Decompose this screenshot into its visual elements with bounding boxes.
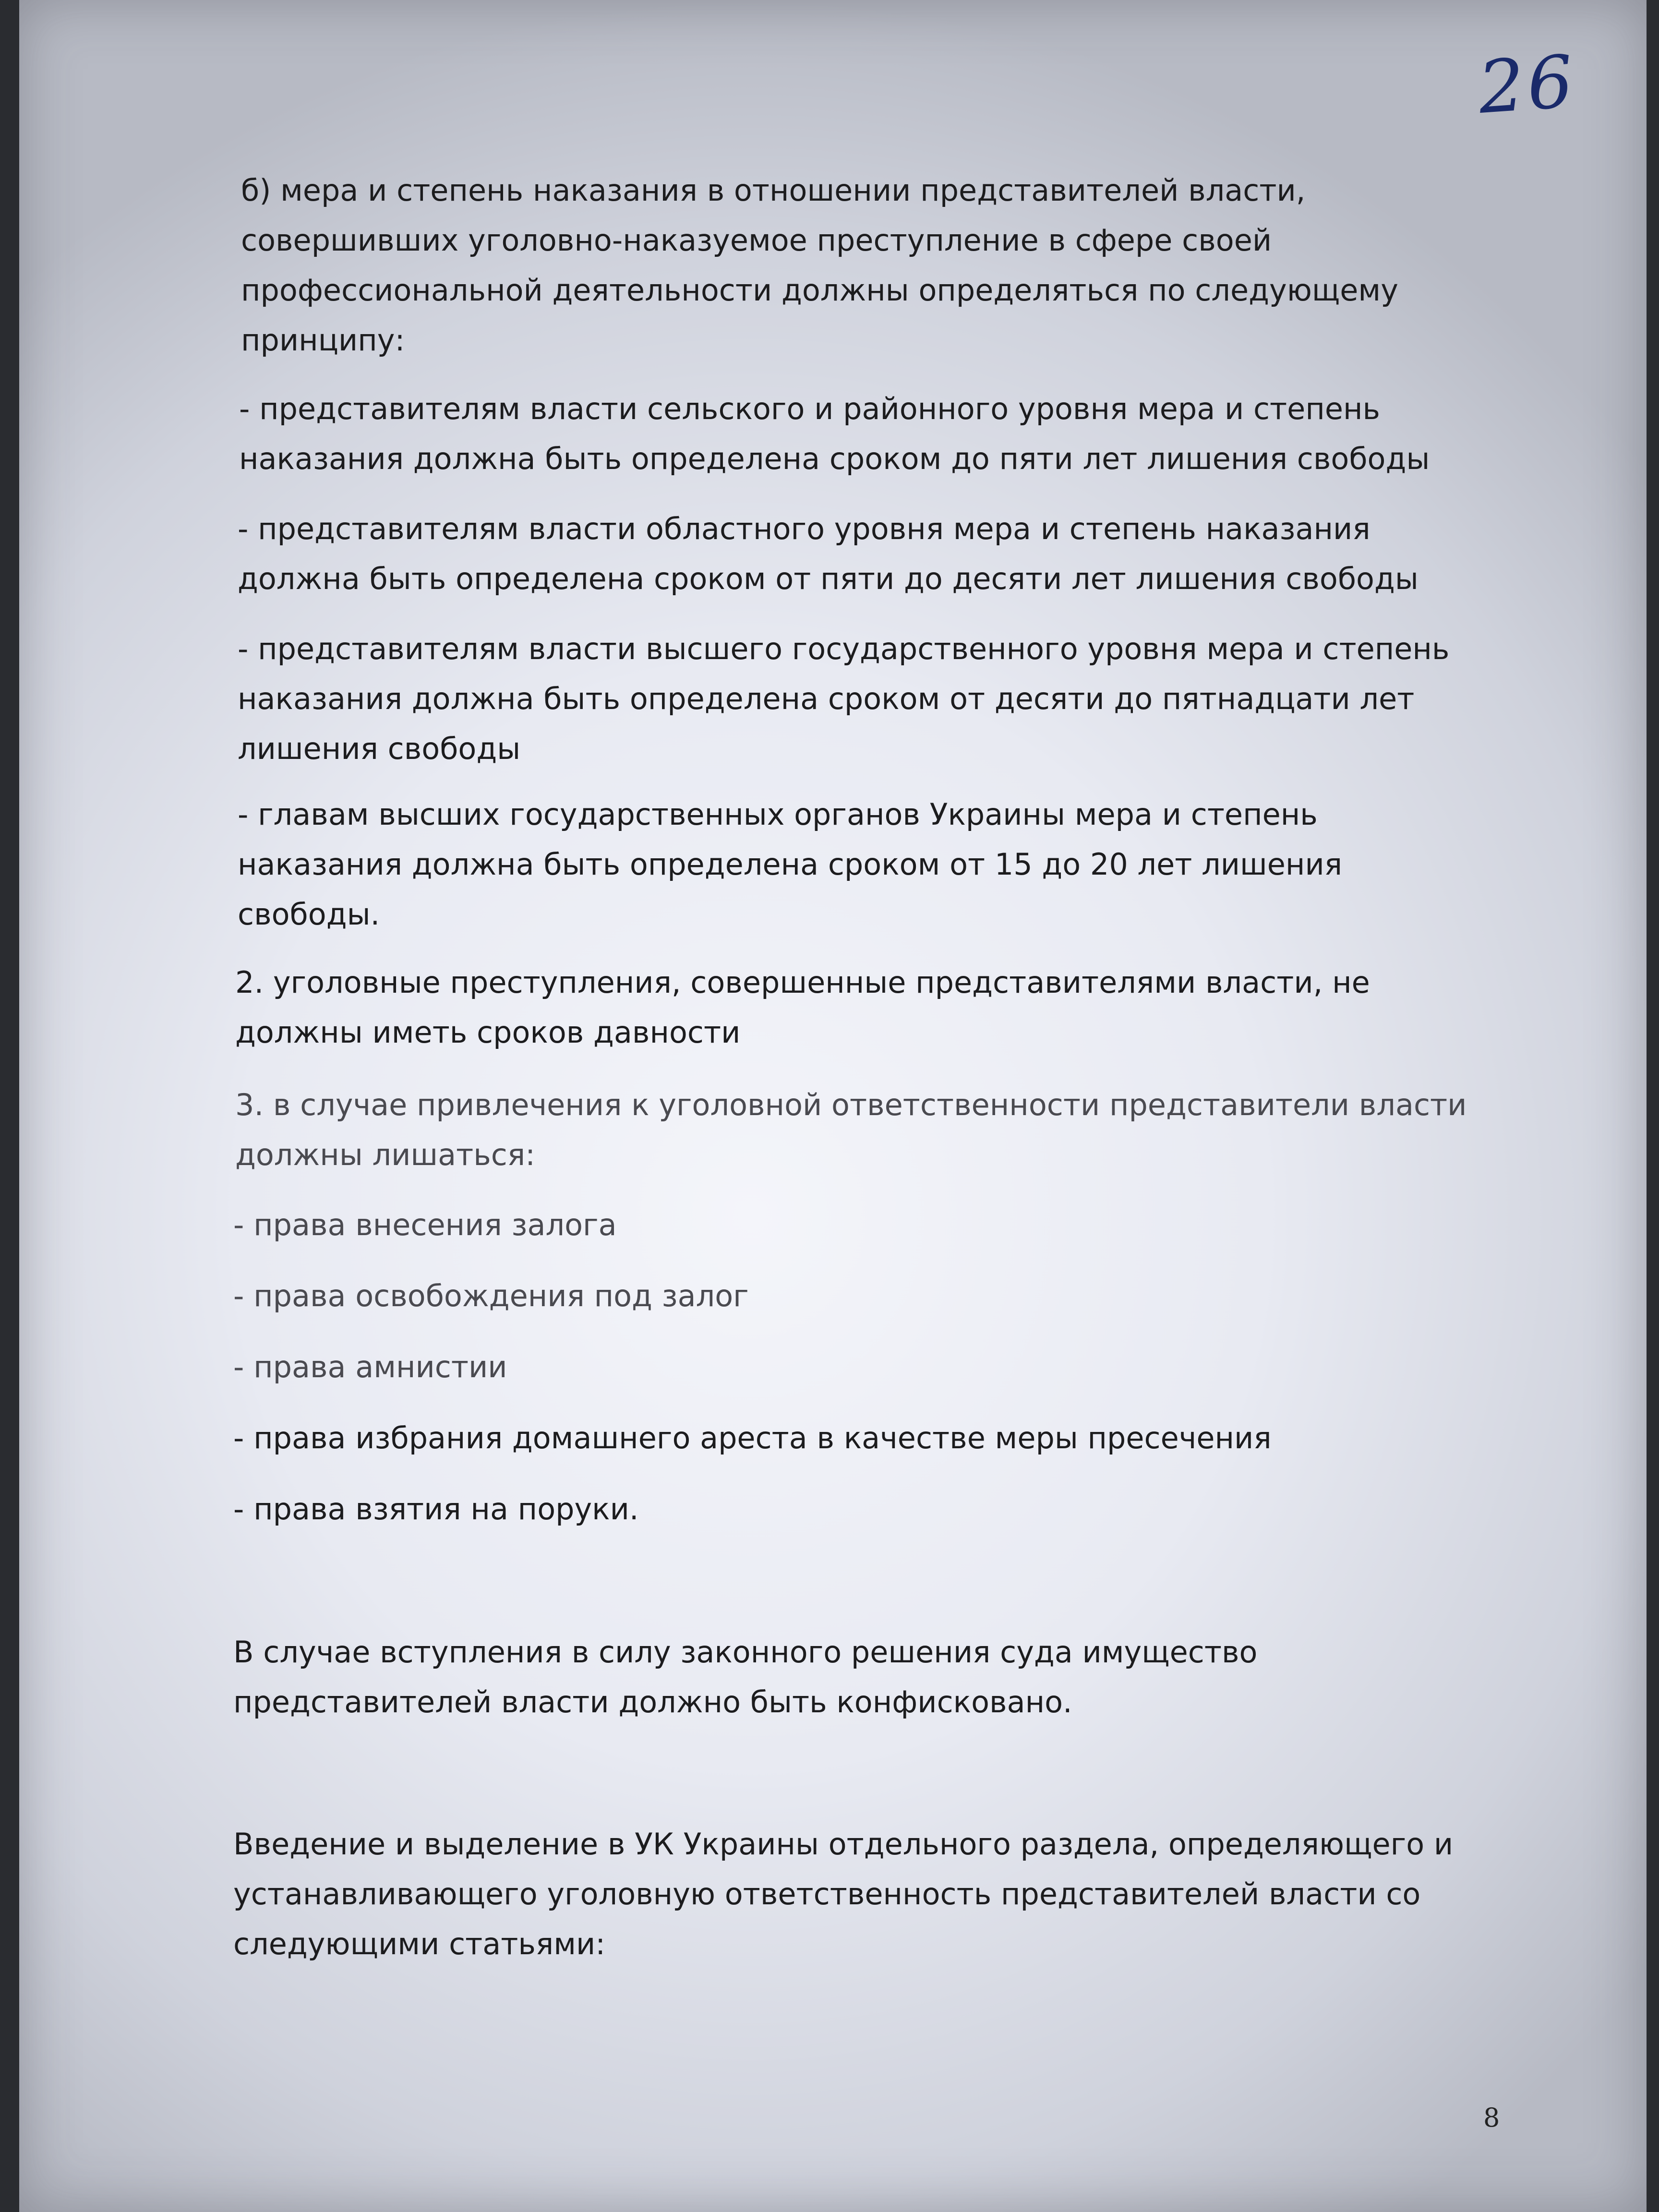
paragraph-highest-state-level: - представителям власти высшего государственного уровня мера и степень наказания должна быть определена сроком от десяти до пятнадцати лет лишения свободы <box>238 631 1450 766</box>
paragraph-b-principle: б) мера и степень наказания в отношении представителей власти, совершивших уголовно-наказуемое преступление в сфере своей профессиональной деятельности должны определяться по следующему принципу: <box>241 173 1398 358</box>
paragraph-rural-district-level: - представителям власти сельского и районного уровня мера и степень наказания должна быть определена сроком до пяти лет лишения свободы <box>239 391 1430 476</box>
paragraph-regional-level: - представителям власти областного уровня мера и степень наказания должна быть определена сроком от пяти до десяти лет лишения свободы <box>238 511 1419 596</box>
paragraph-criminal-code-section: Введение и выделение в УК Украины отдельного раздела, определяющего и устанавливающего уголовную ответственность представителей власти со следующими статьями: <box>233 1827 1454 1961</box>
list-item-house-arrest: - права избрания домашнего ареста в качестве меры пресечения <box>233 1420 1272 1455</box>
paragraph-confiscation: В случае вступления в силу законного решения суда имущество представителей власти должно быть конфисковано. <box>233 1635 1258 1719</box>
list-item-bail: - права внесения залога <box>233 1207 617 1242</box>
paragraph-heads-of-state-bodies: - главам высших государственных органов Украины мера и степень наказания должна быть определена сроком от 15 до 20 лет лишения свободы. <box>238 797 1343 932</box>
handwritten-page-number: 26 <box>1476 40 1579 130</box>
list-item-release-on-bail: - права освобождения под залог <box>233 1278 749 1313</box>
list-item-amnesty: - права амнистии <box>233 1349 507 1384</box>
paragraph-deprivation-intro: 3. в случае привлечения к уголовной ответственности представители власти должны лишаться: <box>235 1087 1467 1172</box>
document-page <box>19 0 1647 2212</box>
paragraph-no-statute-of-limitations: 2. уголовные преступления, совершенные представителями власти, не должны иметь сроков давности <box>235 965 1370 1050</box>
list-item-surety: - права взятия на поруки. <box>233 1491 639 1527</box>
page-number: 8 <box>1483 2103 1500 2133</box>
